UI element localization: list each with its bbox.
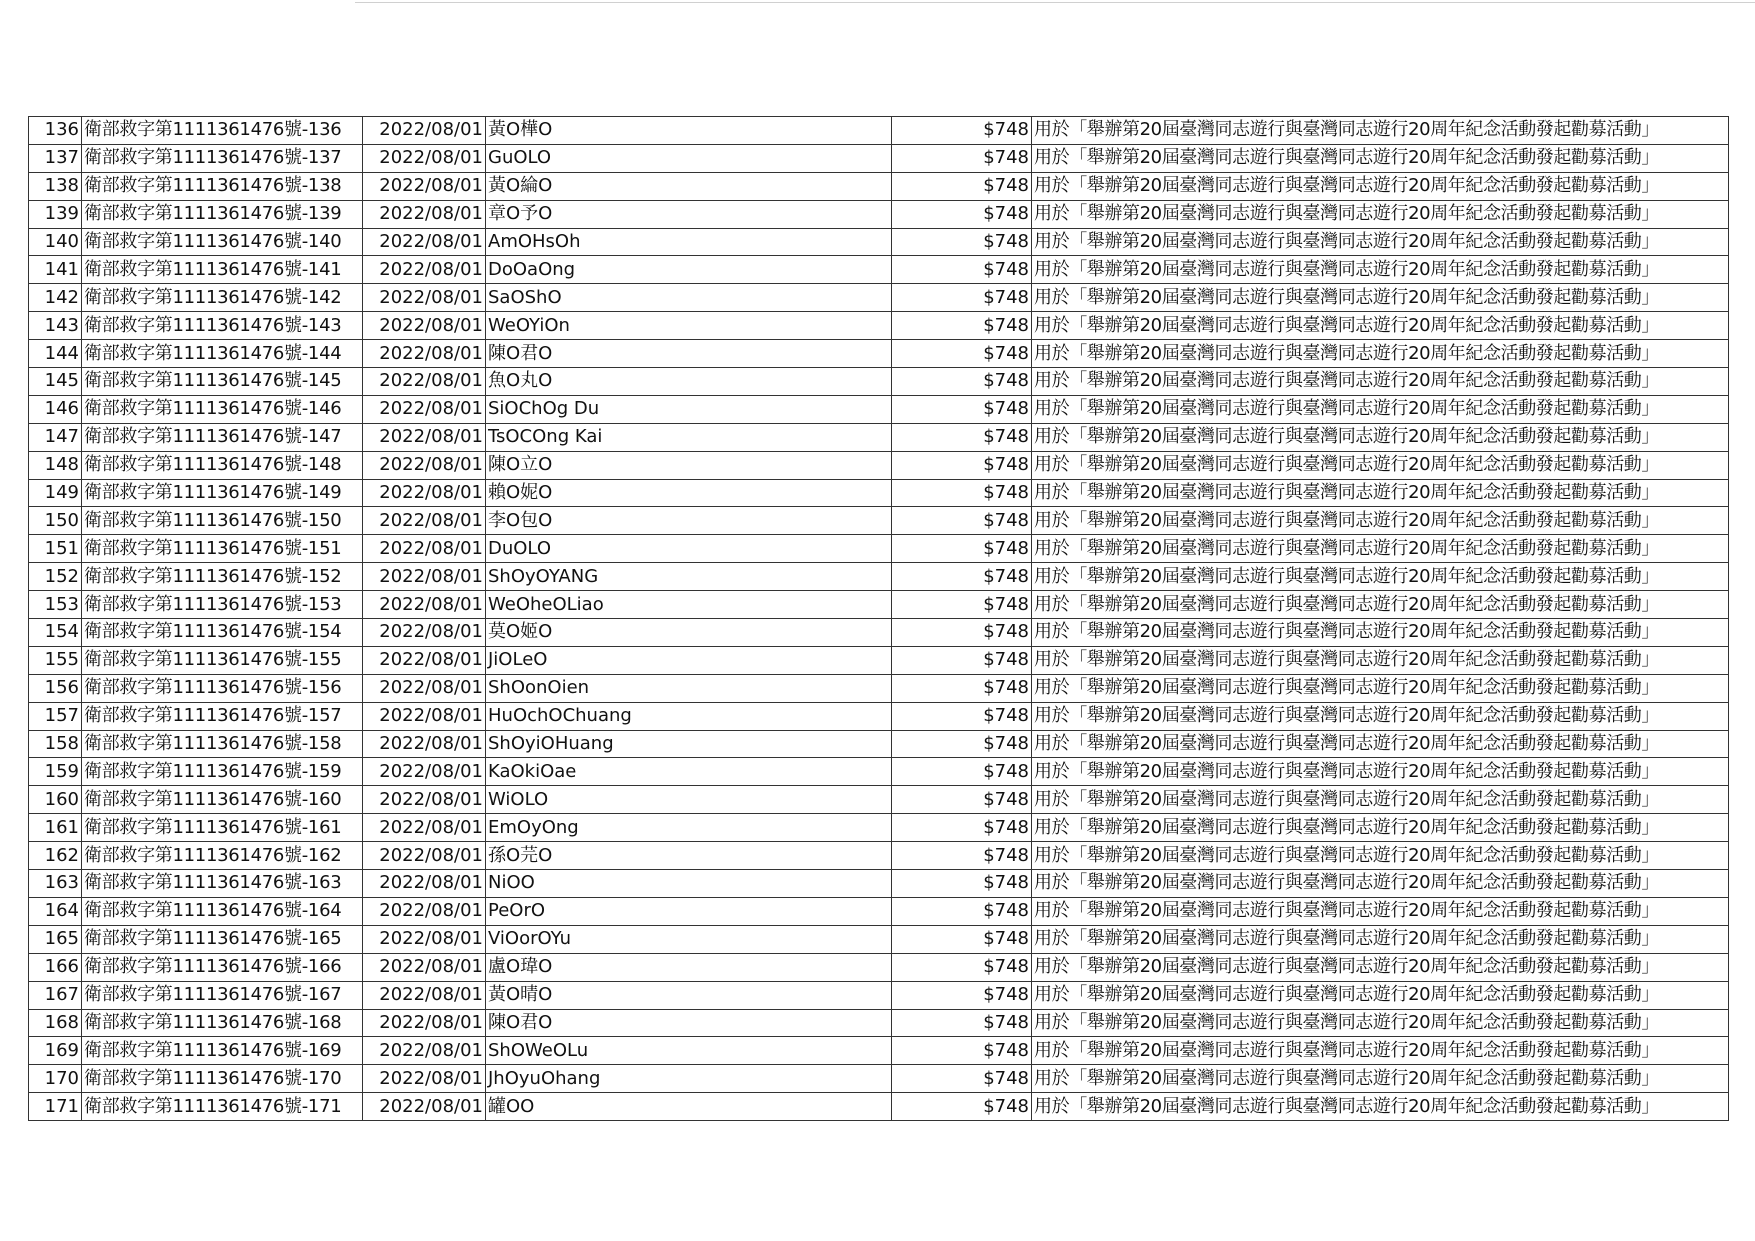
receipt-reference: 衛部救字第1111361476號-138: [82, 172, 363, 200]
table-row: [29, 423, 1729, 451]
row-number: 144: [29, 340, 82, 368]
donor-name: ShOWeOLu: [486, 1037, 892, 1065]
table-row: [29, 1009, 1729, 1037]
receipt-reference: 衛部救字第1111361476號-169: [82, 1037, 363, 1065]
receipt-reference: 衛部救字第1111361476號-154: [82, 619, 363, 647]
donor-name: JhOyuOhang: [486, 1065, 892, 1093]
donation-purpose: 用於「舉辦第20屆臺灣同志遊行與臺灣同志遊行20周年紀念活動發起勸募活動」: [1032, 1065, 1729, 1093]
donation-amount: $748: [892, 507, 1032, 535]
donation-date: 2022/08/01: [363, 674, 486, 702]
donation-purpose: 用於「舉辦第20屆臺灣同志遊行與臺灣同志遊行20周年紀念活動發起勸募活動」: [1032, 591, 1729, 619]
donation-purpose: 用於「舉辦第20屆臺灣同志遊行與臺灣同志遊行20周年紀念活動發起勸募活動」: [1032, 479, 1729, 507]
donation-purpose: 用於「舉辦第20屆臺灣同志遊行與臺灣同志遊行20周年紀念活動發起勸募活動」: [1032, 814, 1729, 842]
donation-amount: $748: [892, 395, 1032, 423]
donation-amount: $748: [892, 1037, 1032, 1065]
donation-date: 2022/08/01: [363, 1037, 486, 1065]
table-row: [29, 842, 1729, 870]
donation-purpose: 用於「舉辦第20屆臺灣同志遊行與臺灣同志遊行20周年紀念活動發起勸募活動」: [1032, 870, 1729, 898]
row-number: 160: [29, 786, 82, 814]
donation-amount: $748: [892, 368, 1032, 396]
donor-name: HuOchOChuang: [486, 702, 892, 730]
row-number: 142: [29, 284, 82, 312]
donation-purpose: 用於「舉辦第20屆臺灣同志遊行與臺灣同志遊行20周年紀念活動發起勸募活動」: [1032, 1093, 1729, 1121]
table-row: [29, 1065, 1729, 1093]
donation-date: 2022/08/01: [363, 256, 486, 284]
receipt-reference: 衛部救字第1111361476號-155: [82, 646, 363, 674]
receipt-reference: 衛部救字第1111361476號-165: [82, 925, 363, 953]
row-number: 149: [29, 479, 82, 507]
table-row: [29, 200, 1729, 228]
donation-amount: $748: [892, 1093, 1032, 1121]
donor-name: 孫O芫O: [486, 842, 892, 870]
donation-amount: $748: [892, 423, 1032, 451]
table-row: [29, 395, 1729, 423]
donation-date: 2022/08/01: [363, 368, 486, 396]
table-row: [29, 730, 1729, 758]
donation-purpose: 用於「舉辦第20屆臺灣同志遊行與臺灣同志遊行20周年紀念活動發起勸募活動」: [1032, 925, 1729, 953]
donation-amount: $748: [892, 256, 1032, 284]
donation-date: 2022/08/01: [363, 870, 486, 898]
table-row: [29, 953, 1729, 981]
donation-purpose: 用於「舉辦第20屆臺灣同志遊行與臺灣同志遊行20周年紀念活動發起勸募活動」: [1032, 535, 1729, 563]
row-number: 159: [29, 758, 82, 786]
receipt-reference: 衛部救字第1111361476號-141: [82, 256, 363, 284]
donation-amount: $748: [892, 674, 1032, 702]
donation-date: 2022/08/01: [363, 395, 486, 423]
row-number: 170: [29, 1065, 82, 1093]
row-number: 140: [29, 228, 82, 256]
receipt-reference: 衛部救字第1111361476號-140: [82, 228, 363, 256]
donation-amount: $748: [892, 200, 1032, 228]
donation-purpose: 用於「舉辦第20屆臺灣同志遊行與臺灣同志遊行20周年紀念活動發起勸募活動」: [1032, 730, 1729, 758]
donation-amount: $748: [892, 897, 1032, 925]
donation-date: 2022/08/01: [363, 284, 486, 312]
donation-purpose: 用於「舉辦第20屆臺灣同志遊行與臺灣同志遊行20周年紀念活動發起勸募活動」: [1032, 786, 1729, 814]
table-row: [29, 897, 1729, 925]
donation-amount: $748: [892, 842, 1032, 870]
donation-date: 2022/08/01: [363, 117, 486, 145]
row-number: 150: [29, 507, 82, 535]
donation-purpose: 用於「舉辦第20屆臺灣同志遊行與臺灣同志遊行20周年紀念活動發起勸募活動」: [1032, 451, 1729, 479]
donation-date: 2022/08/01: [363, 702, 486, 730]
donation-amount: $748: [892, 1009, 1032, 1037]
donation-date: 2022/08/01: [363, 563, 486, 591]
donor-name: GuOLO: [486, 144, 892, 172]
donor-name: 罐OO: [486, 1093, 892, 1121]
donation-date: 2022/08/01: [363, 925, 486, 953]
donor-name: 陳O立O: [486, 451, 892, 479]
row-number: 165: [29, 925, 82, 953]
donation-date: 2022/08/01: [363, 758, 486, 786]
row-number: 171: [29, 1093, 82, 1121]
donation-amount: $748: [892, 758, 1032, 786]
donor-name: NiOO: [486, 870, 892, 898]
donation-purpose: 用於「舉辦第20屆臺灣同志遊行與臺灣同志遊行20周年紀念活動發起勸募活動」: [1032, 897, 1729, 925]
row-number: 143: [29, 312, 82, 340]
receipt-reference: 衛部救字第1111361476號-168: [82, 1009, 363, 1037]
table-row: [29, 228, 1729, 256]
row-number: 147: [29, 423, 82, 451]
donation-date: 2022/08/01: [363, 1093, 486, 1121]
receipt-reference: 衛部救字第1111361476號-156: [82, 674, 363, 702]
table-row: [29, 870, 1729, 898]
table-row: [29, 563, 1729, 591]
table-row: [29, 340, 1729, 368]
donation-purpose: 用於「舉辦第20屆臺灣同志遊行與臺灣同志遊行20周年紀念活動發起勸募活動」: [1032, 200, 1729, 228]
table-row: [29, 172, 1729, 200]
donor-name: 賴O妮O: [486, 479, 892, 507]
donor-name: 陳O君O: [486, 340, 892, 368]
donor-name: AmOHsOh: [486, 228, 892, 256]
row-number: 169: [29, 1037, 82, 1065]
donor-name: WeOheOLiao: [486, 591, 892, 619]
receipt-reference: 衛部救字第1111361476號-153: [82, 591, 363, 619]
donation-amount: $748: [892, 479, 1032, 507]
donation-purpose: 用於「舉辦第20屆臺灣同志遊行與臺灣同志遊行20周年紀念活動發起勸募活動」: [1032, 674, 1729, 702]
row-number: 157: [29, 702, 82, 730]
donor-name: 黃O晴O: [486, 981, 892, 1009]
table-row: [29, 117, 1729, 145]
donation-amount: $748: [892, 172, 1032, 200]
donor-name: ShOyOYANG: [486, 563, 892, 591]
donation-date: 2022/08/01: [363, 228, 486, 256]
donation-purpose: 用於「舉辦第20屆臺灣同志遊行與臺灣同志遊行20周年紀念活動發起勸募活動」: [1032, 340, 1729, 368]
donation-purpose: 用於「舉辦第20屆臺灣同志遊行與臺灣同志遊行20周年紀念活動發起勸募活動」: [1032, 646, 1729, 674]
row-number: 139: [29, 200, 82, 228]
donation-amount: $748: [892, 1065, 1032, 1093]
donation-purpose: 用於「舉辦第20屆臺灣同志遊行與臺灣同志遊行20周年紀念活動發起勸募活動」: [1032, 144, 1729, 172]
donation-amount: $748: [892, 730, 1032, 758]
receipt-reference: 衛部救字第1111361476號-137: [82, 144, 363, 172]
donation-amount: $748: [892, 144, 1032, 172]
receipt-reference: 衛部救字第1111361476號-136: [82, 117, 363, 145]
receipt-reference: 衛部救字第1111361476號-171: [82, 1093, 363, 1121]
donation-amount: $748: [892, 228, 1032, 256]
row-number: 153: [29, 591, 82, 619]
donation-amount: $748: [892, 981, 1032, 1009]
row-number: 162: [29, 842, 82, 870]
receipt-reference: 衛部救字第1111361476號-146: [82, 395, 363, 423]
table-row: [29, 814, 1729, 842]
row-number: 148: [29, 451, 82, 479]
donor-name: 黃O綸O: [486, 172, 892, 200]
row-number: 168: [29, 1009, 82, 1037]
row-number: 146: [29, 395, 82, 423]
donation-amount: $748: [892, 925, 1032, 953]
receipt-reference: 衛部救字第1111361476號-164: [82, 897, 363, 925]
donation-purpose: 用於「舉辦第20屆臺灣同志遊行與臺灣同志遊行20周年紀念活動發起勸募活動」: [1032, 758, 1729, 786]
donor-name: WiOLO: [486, 786, 892, 814]
table-row: [29, 507, 1729, 535]
receipt-reference: 衛部救字第1111361476號-157: [82, 702, 363, 730]
donor-name: PeOrO: [486, 897, 892, 925]
donation-purpose: 用於「舉辦第20屆臺灣同志遊行與臺灣同志遊行20周年紀念活動發起勸募活動」: [1032, 172, 1729, 200]
table-row: [29, 451, 1729, 479]
donation-date: 2022/08/01: [363, 312, 486, 340]
donation-date: 2022/08/01: [363, 646, 486, 674]
donation-purpose: 用於「舉辦第20屆臺灣同志遊行與臺灣同志遊行20周年紀念活動發起勸募活動」: [1032, 563, 1729, 591]
table-row: [29, 479, 1729, 507]
donation-purpose: 用於「舉辦第20屆臺灣同志遊行與臺灣同志遊行20周年紀念活動發起勸募活動」: [1032, 284, 1729, 312]
receipt-reference: 衛部救字第1111361476號-148: [82, 451, 363, 479]
donation-purpose: 用於「舉辦第20屆臺灣同志遊行與臺灣同志遊行20周年紀念活動發起勸募活動」: [1032, 619, 1729, 647]
donation-date: 2022/08/01: [363, 479, 486, 507]
donation-amount: $748: [892, 284, 1032, 312]
donation-purpose: 用於「舉辦第20屆臺灣同志遊行與臺灣同志遊行20周年紀念活動發起勸募活動」: [1032, 953, 1729, 981]
donation-purpose: 用於「舉辦第20屆臺灣同志遊行與臺灣同志遊行20周年紀念活動發起勸募活動」: [1032, 368, 1729, 396]
table-row: [29, 312, 1729, 340]
donor-name: 魚O丸O: [486, 368, 892, 396]
table-row: [29, 619, 1729, 647]
table-row: [29, 284, 1729, 312]
row-number: 156: [29, 674, 82, 702]
donor-name: DuOLO: [486, 535, 892, 563]
receipt-reference: 衛部救字第1111361476號-159: [82, 758, 363, 786]
row-number: 155: [29, 646, 82, 674]
donation-purpose: 用於「舉辦第20屆臺灣同志遊行與臺灣同志遊行20周年紀念活動發起勸募活動」: [1032, 842, 1729, 870]
donor-name: ShOyiOHuang: [486, 730, 892, 758]
receipt-reference: 衛部救字第1111361476號-147: [82, 423, 363, 451]
donation-date: 2022/08/01: [363, 451, 486, 479]
table-row: [29, 981, 1729, 1009]
row-number: 151: [29, 535, 82, 563]
donation-amount: $748: [892, 591, 1032, 619]
row-number: 158: [29, 730, 82, 758]
donation-purpose: 用於「舉辦第20屆臺灣同志遊行與臺灣同志遊行20周年紀念活動發起勸募活動」: [1032, 702, 1729, 730]
donor-name: WeOYiOn: [486, 312, 892, 340]
receipt-reference: 衛部救字第1111361476號-167: [82, 981, 363, 1009]
donor-name: JiOLeO: [486, 646, 892, 674]
scan-top-edge: [355, 2, 1755, 3]
donation-amount: $748: [892, 535, 1032, 563]
donor-name: ViOorOYu: [486, 925, 892, 953]
receipt-reference: 衛部救字第1111361476號-162: [82, 842, 363, 870]
donation-date: 2022/08/01: [363, 591, 486, 619]
donor-name: 盧O瑋O: [486, 953, 892, 981]
receipt-reference: 衛部救字第1111361476號-160: [82, 786, 363, 814]
donation-amount: $748: [892, 117, 1032, 145]
table-row: [29, 256, 1729, 284]
table-body: [29, 117, 1729, 1121]
table-row: [29, 535, 1729, 563]
donor-name: KaOkiOae: [486, 758, 892, 786]
donation-purpose: 用於「舉辦第20屆臺灣同志遊行與臺灣同志遊行20周年紀念活動發起勸募活動」: [1032, 395, 1729, 423]
donation-purpose: 用於「舉辦第20屆臺灣同志遊行與臺灣同志遊行20周年紀念活動發起勸募活動」: [1032, 117, 1729, 145]
donor-name: 黃O樺O: [486, 117, 892, 145]
donation-receipt-table: [28, 116, 1729, 1121]
row-number: 167: [29, 981, 82, 1009]
donation-amount: $748: [892, 786, 1032, 814]
donor-name: 李O包O: [486, 507, 892, 535]
donation-purpose: 用於「舉辦第20屆臺灣同志遊行與臺灣同志遊行20周年紀念活動發起勸募活動」: [1032, 256, 1729, 284]
row-number: 163: [29, 870, 82, 898]
donation-date: 2022/08/01: [363, 535, 486, 563]
donation-date: 2022/08/01: [363, 144, 486, 172]
receipt-reference: 衛部救字第1111361476號-158: [82, 730, 363, 758]
row-number: 161: [29, 814, 82, 842]
donation-amount: $748: [892, 451, 1032, 479]
receipt-reference: 衛部救字第1111361476號-161: [82, 814, 363, 842]
donation-date: 2022/08/01: [363, 423, 486, 451]
donation-date: 2022/08/01: [363, 953, 486, 981]
receipt-reference: 衛部救字第1111361476號-143: [82, 312, 363, 340]
donor-name: ShOonOien: [486, 674, 892, 702]
donation-amount: $748: [892, 312, 1032, 340]
donor-name: DoOaOng: [486, 256, 892, 284]
table-row: [29, 702, 1729, 730]
donation-date: 2022/08/01: [363, 981, 486, 1009]
row-number: 145: [29, 368, 82, 396]
donation-date: 2022/08/01: [363, 1065, 486, 1093]
row-number: 141: [29, 256, 82, 284]
donation-amount: $748: [892, 702, 1032, 730]
table-row: [29, 144, 1729, 172]
donation-amount: $748: [892, 953, 1032, 981]
receipt-reference: 衛部救字第1111361476號-151: [82, 535, 363, 563]
donation-date: 2022/08/01: [363, 897, 486, 925]
receipt-reference: 衛部救字第1111361476號-145: [82, 368, 363, 396]
row-number: 136: [29, 117, 82, 145]
donor-name: 陳O君O: [486, 1009, 892, 1037]
receipt-reference: 衛部救字第1111361476號-163: [82, 870, 363, 898]
table-row: [29, 591, 1729, 619]
donation-date: 2022/08/01: [363, 814, 486, 842]
receipt-reference: 衛部救字第1111361476號-170: [82, 1065, 363, 1093]
row-number: 137: [29, 144, 82, 172]
donation-purpose: 用於「舉辦第20屆臺灣同志遊行與臺灣同志遊行20周年紀念活動發起勸募活動」: [1032, 1009, 1729, 1037]
table-row: [29, 1093, 1729, 1121]
row-number: 166: [29, 953, 82, 981]
donation-amount: $748: [892, 563, 1032, 591]
donation-date: 2022/08/01: [363, 200, 486, 228]
table-row: [29, 368, 1729, 396]
donation-purpose: 用於「舉辦第20屆臺灣同志遊行與臺灣同志遊行20周年紀念活動發起勸募活動」: [1032, 981, 1729, 1009]
receipt-reference: 衛部救字第1111361476號-150: [82, 507, 363, 535]
receipt-reference: 衛部救字第1111361476號-149: [82, 479, 363, 507]
donation-date: 2022/08/01: [363, 842, 486, 870]
donation-date: 2022/08/01: [363, 730, 486, 758]
donation-amount: $748: [892, 340, 1032, 368]
row-number: 164: [29, 897, 82, 925]
donation-date: 2022/08/01: [363, 340, 486, 368]
table-row: [29, 786, 1729, 814]
donation-date: 2022/08/01: [363, 507, 486, 535]
table-row: [29, 925, 1729, 953]
donation-amount: $748: [892, 619, 1032, 647]
donor-name: TsOCOng Kai: [486, 423, 892, 451]
receipt-reference: 衛部救字第1111361476號-152: [82, 563, 363, 591]
donor-name: 章O予O: [486, 200, 892, 228]
donor-name: EmOyOng: [486, 814, 892, 842]
donation-date: 2022/08/01: [363, 619, 486, 647]
donation-purpose: 用於「舉辦第20屆臺灣同志遊行與臺灣同志遊行20周年紀念活動發起勸募活動」: [1032, 507, 1729, 535]
row-number: 154: [29, 619, 82, 647]
donation-amount: $748: [892, 646, 1032, 674]
table-row: [29, 758, 1729, 786]
donor-name: SaOShO: [486, 284, 892, 312]
donation-purpose: 用於「舉辦第20屆臺灣同志遊行與臺灣同志遊行20周年紀念活動發起勸募活動」: [1032, 228, 1729, 256]
donation-date: 2022/08/01: [363, 786, 486, 814]
donation-purpose: 用於「舉辦第20屆臺灣同志遊行與臺灣同志遊行20周年紀念活動發起勸募活動」: [1032, 312, 1729, 340]
donation-amount: $748: [892, 870, 1032, 898]
donation-purpose: 用於「舉辦第20屆臺灣同志遊行與臺灣同志遊行20周年紀念活動發起勸募活動」: [1032, 423, 1729, 451]
donation-date: 2022/08/01: [363, 172, 486, 200]
donor-name: 莫O姬O: [486, 619, 892, 647]
row-number: 138: [29, 172, 82, 200]
receipt-reference: 衛部救字第1111361476號-142: [82, 284, 363, 312]
donation-date: 2022/08/01: [363, 1009, 486, 1037]
table-row: [29, 674, 1729, 702]
receipt-reference: 衛部救字第1111361476號-144: [82, 340, 363, 368]
table-row: [29, 1037, 1729, 1065]
table-row: [29, 646, 1729, 674]
donation-purpose: 用於「舉辦第20屆臺灣同志遊行與臺灣同志遊行20周年紀念活動發起勸募活動」: [1032, 1037, 1729, 1065]
receipt-reference: 衛部救字第1111361476號-166: [82, 953, 363, 981]
donor-name: SiOChOg Du: [486, 395, 892, 423]
row-number: 152: [29, 563, 82, 591]
donation-amount: $748: [892, 814, 1032, 842]
receipt-reference: 衛部救字第1111361476號-139: [82, 200, 363, 228]
